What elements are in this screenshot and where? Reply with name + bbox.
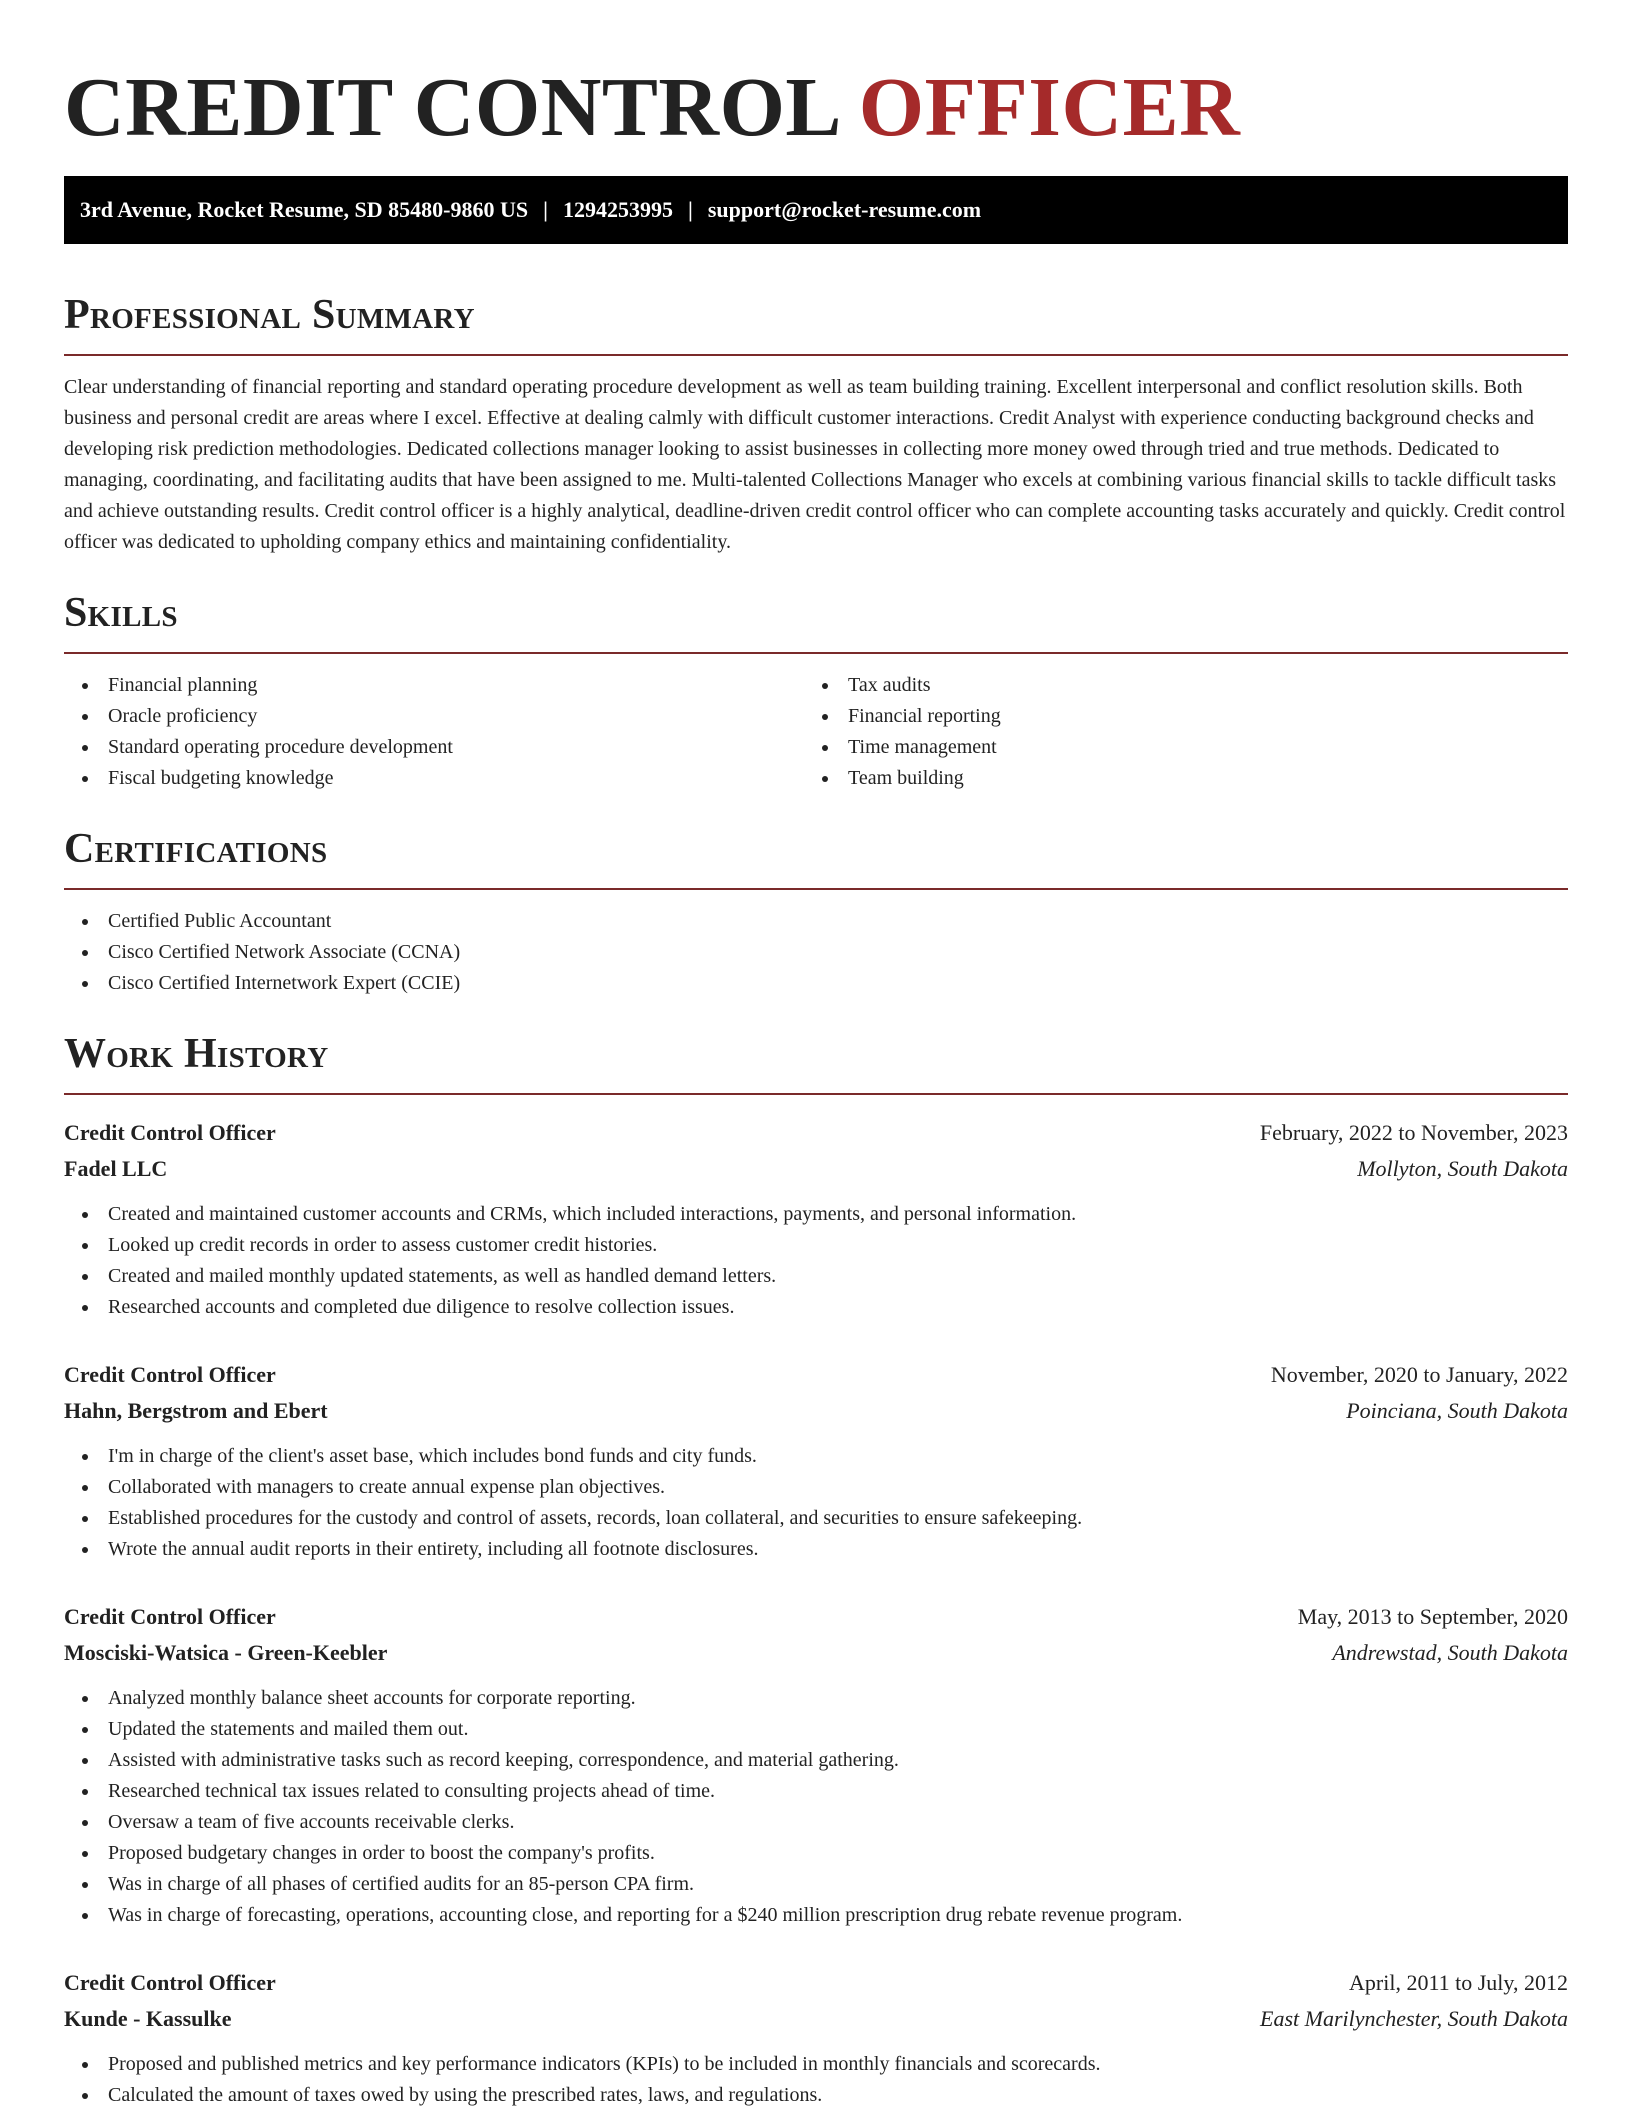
job-bullet: Calculated the amount of taxes owed by using the prescribed rates, laws, and regulations.: [64, 2080, 1568, 2111]
job-header-row: [64, 1115, 1568, 1151]
skill-item: Standard operating procedure development: [64, 732, 804, 763]
job-bullet: Updated the statements and mailed them out.: [64, 1714, 1568, 1745]
skill-item: Oracle proficiency: [64, 701, 804, 732]
job-bullet: Oversaw a team of five accounts receivable clerks.: [64, 1807, 1568, 1838]
job-dates: February, 2022 to November, 2023: [1259, 1120, 1568, 1145]
job-bullets: [64, 1441, 1568, 1565]
job-entry: [64, 1965, 1568, 2111]
skills-list-left: [64, 670, 804, 794]
job-dates: November, 2020 to January, 2022: [1270, 1362, 1568, 1387]
job-bullet: Was in charge of forecasting, operations, accounting close, and reporting for a $240 million prescription drug rebate revenue program.: [64, 1900, 1568, 1931]
job-bullets: [64, 1199, 1568, 1323]
job-header-row: [64, 1357, 1568, 1393]
certification-item: Certified Public Accountant: [64, 906, 1568, 937]
contact-phone: 1294253995: [563, 197, 673, 222]
job-bullet: Was in charge of all phases of certified audits for an 85-person CPA firm.: [64, 1869, 1568, 1900]
job-title: Credit Control Officer: [64, 1120, 276, 1145]
job-bullet: Proposed budgetary changes in order to boost the company's profits.: [64, 1838, 1568, 1869]
job-entry: [64, 1599, 1568, 1931]
job-location: Andrewstad, South Dakota: [1332, 1640, 1568, 1665]
job-company-row: [64, 1393, 1568, 1429]
job-title: Credit Control Officer: [64, 1362, 276, 1387]
job-company: Hahn, Bergstrom and Ebert: [64, 1398, 328, 1423]
summary-heading: Professional Summary: [64, 288, 1568, 356]
job-bullets: [64, 1683, 1568, 1931]
job-company-row: [64, 1635, 1568, 1671]
skill-item: Financial planning: [64, 670, 804, 701]
job-entry: [64, 1115, 1568, 1323]
job-bullet: Assisted with administrative tasks such as record keeping, correspondence, and material gathering.: [64, 1745, 1568, 1776]
skill-item: Financial reporting: [804, 701, 1544, 732]
job-bullet: Created and mailed monthly updated statements, as well as handled demand letters.: [64, 1261, 1568, 1292]
job-bullet: Researched accounts and completed due diligence to resolve collection issues.: [64, 1292, 1568, 1323]
work-history-heading: Work History: [64, 1027, 1568, 1095]
skill-item: Tax audits: [804, 670, 1544, 701]
job-bullet: Created and maintained customer accounts and CRMs, which included interactions, payments, and personal information.: [64, 1199, 1568, 1230]
contact-bar: [64, 176, 1568, 244]
job-company: Kunde - Kassulke: [64, 2006, 232, 2031]
job-title: Credit Control Officer: [64, 1970, 276, 1995]
job-company-row: [64, 2001, 1568, 2037]
job-dates: April, 2011 to July, 2012: [1349, 1970, 1568, 1995]
resume-page: [64, 0, 1568, 2111]
contact-email[interactable]: support@rocket-resume.com: [707, 197, 982, 222]
contact-address: 3rd Avenue, Rocket Resume, SD 85480-9860 US: [80, 197, 529, 222]
job-bullet: Researched technical tax issues related to consulting projects ahead of time.: [64, 1776, 1568, 1807]
job-entry: [64, 1357, 1568, 1565]
job-dates: May, 2013 to September, 2020: [1297, 1604, 1568, 1629]
skills-list-right: [804, 670, 1544, 794]
job-bullet: I'm in charge of the client's asset base, which includes bond funds and city funds.: [64, 1441, 1568, 1472]
job-company-row: [64, 1151, 1568, 1187]
job-company: Mosciski-Watsica - Green-Keebler: [64, 1640, 388, 1665]
certifications-list: [64, 906, 1568, 999]
skill-item: Fiscal budgeting knowledge: [64, 763, 804, 794]
contact-separator: |: [688, 197, 693, 222]
skills-heading: Skills: [64, 586, 1568, 654]
job-bullet: Wrote the annual audit reports in their entirety, including all footnote disclosures.: [64, 1534, 1568, 1565]
job-header-row: [64, 1599, 1568, 1635]
job-location: East Marilynchester, South Dakota: [1260, 2006, 1568, 2031]
skills-grid: [64, 670, 1568, 794]
job-header-row: [64, 1965, 1568, 2001]
job-title: Credit Control Officer: [64, 1604, 276, 1629]
job-bullet: Collaborated with managers to create annual expense plan objectives.: [64, 1472, 1568, 1503]
job-bullet: Looked up credit records in order to assess customer credit histories.: [64, 1230, 1568, 1261]
job-location: Poinciana, South Dakota: [1346, 1398, 1568, 1423]
job-bullet: Analyzed monthly balance sheet accounts for corporate reporting.: [64, 1683, 1568, 1714]
resume-title: [64, 58, 1568, 158]
job-bullets: [64, 2049, 1568, 2111]
job-location: Mollyton, South Dakota: [1357, 1156, 1568, 1181]
skill-item: Time management: [804, 732, 1544, 763]
title-accent: OFFICER: [858, 61, 1241, 154]
contact-separator: |: [543, 197, 548, 222]
skill-item: Team building: [804, 763, 1544, 794]
job-company: Fadel LLC: [64, 1156, 168, 1181]
certifications-heading: Certifications: [64, 822, 1568, 890]
job-bullet: Established procedures for the custody and control of assets, records, loan collateral, and securities to ensure safekeeping.: [64, 1503, 1568, 1534]
job-bullet: Proposed and published metrics and key performance indicators (KPIs) to be included in monthly financials and scorecards.: [64, 2049, 1568, 2080]
certification-item: Cisco Certified Network Associate (CCNA): [64, 937, 1568, 968]
summary-text: Clear understanding of financial reporting and standard operating procedure development as well as team building training. Excellent interpersonal and conflict resolution skills. Both business and personal credit are areas where I excel. Effective at dealing calmly with difficult customer interactions. Credit Analyst with experience conducting background checks and developing risk prediction methodologies. Dedicated collections manager looking to assist businesses in collecting more money owed through tried and true methods. Dedicated to managing, coordinating, and facilitating audits that have been assigned to me. Multi-talented Collections Manager who excels at combining various financial skills to tackle difficult tasks and achieve outstanding results. Credit control officer is a highly analytical, deadline-driven credit control officer who can complete accounting tasks accurately and quickly. Credit control officer was dedicated to upholding company ethics and maintaining confidentiality.: [64, 376, 1566, 553]
certification-item: Cisco Certified Internetwork Expert (CCIE): [64, 968, 1568, 999]
title-first: CREDIT CONTROL: [64, 61, 838, 154]
